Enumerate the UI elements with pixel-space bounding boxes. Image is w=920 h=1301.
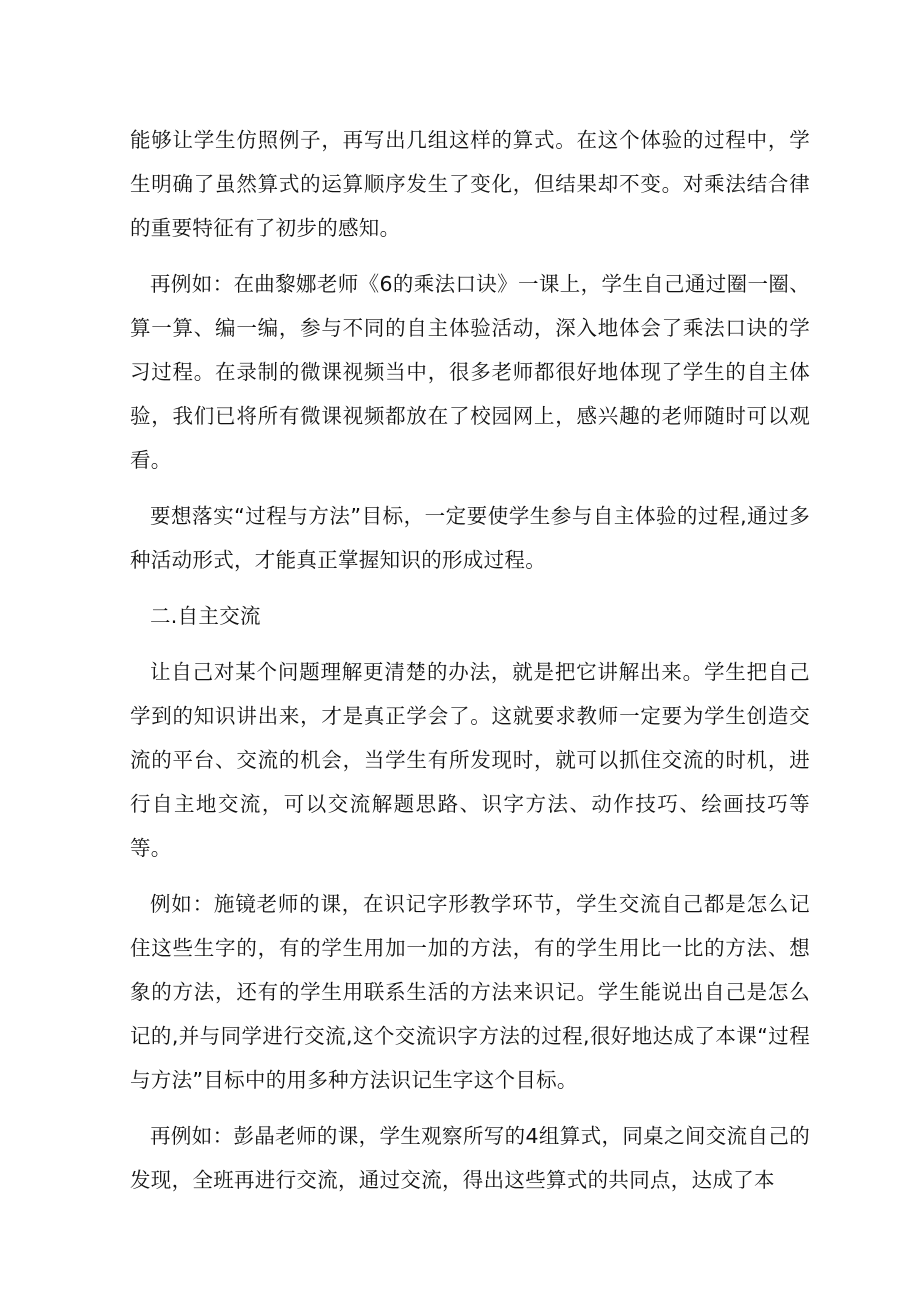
paragraph-example-shijing: 例如：施镜老师的课，在识记字形教学环节，学生交流自己都是怎么记住这些生字的，有的学生用加一加的方法，有的学生用比一比的方法、想象的方法，还有的学生用联系生活的方法来识记。学生能说出自己是怎么记的,并与同学进行交流,这个交流识字方法的过程,很好地达成了本课“过程与方法”目标中的用多种方法识记生字这个目标。 bbox=[130, 892, 810, 1092]
section-heading-self-communication: 二.自主交流 bbox=[150, 604, 261, 628]
paragraph-continuation: 能够让学生仿照例子，再写出几组这样的算式。在这个体验的过程中，学生明确了虽然算式的运算顺序发生了变化，但结果却不变。对乘法结合律的重要特征有了初步的感知。 bbox=[130, 128, 810, 240]
paragraph-explain-understanding: 让自己对某个问题理解更清楚的办法，就是把它讲解出来。学生把自己学到的知识讲出来，才是真正学会了。这就要求教师一定要为学生创造交流的平台、交流的机会，当学生有所发现时，就可以抓住交流的时机，进行自主地交流，可以交流解题思路、识字方法、动作技巧、绘画技巧等等。 bbox=[130, 660, 810, 860]
document-body bbox=[130, 118, 810, 1214]
paragraph-process-method-goal: 要想落实“过程与方法”目标，一定要使学生参与自主体验的过程,通过多种活动形式，才能真正掌握知识的形成过程。 bbox=[130, 504, 810, 572]
paragraph-example-quliana: 再例如：在曲黎娜老师《6的乘法口诀》一课上，学生自己通过圈一圈、算一算、编一编，参与不同的自主体验活动，深入地体会了乘法口诀的学习过程。在录制的微课视频当中，很多老师都很好地体现了学生的自主体验，我们已将所有微课视频都放在了校园网上，感兴趣的老师随时可以观看。 bbox=[130, 272, 810, 472]
paragraph-example-pengjing: 再例如：彭晶老师的课，学生观察所写的4组算式，同桌之间交流自己的发现，全班再进行交流，通过交流，得出这些算式的共同点，达成了本 bbox=[130, 1124, 810, 1192]
